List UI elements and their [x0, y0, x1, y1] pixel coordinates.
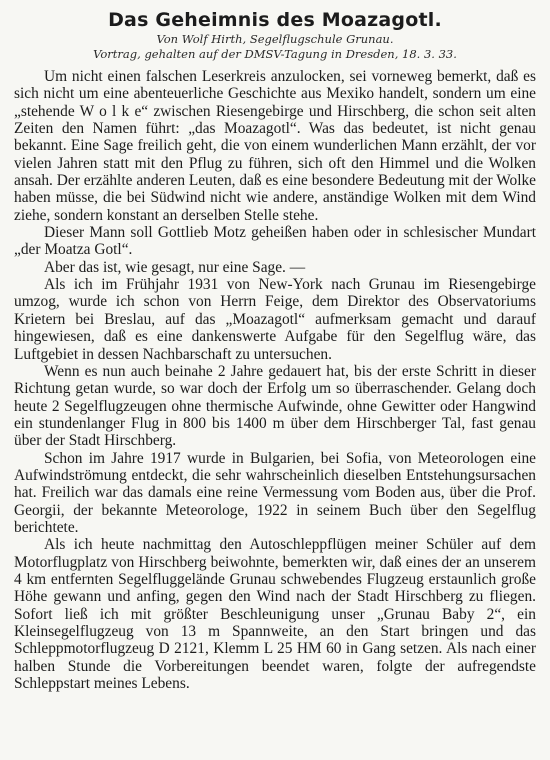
author-line: Von Wolf Hirth, Segelflugschule Grunau. — [156, 32, 394, 46]
paragraph: Als ich heute nachmittag den Autoschleppflügen meiner Schüler auf dem Motorflugplatz von Hirschberg beiwohnte, bemerkten wir, daß eines der an unserem 4 km entfernten Segelfluggelände Grunau schwebendes Flugzeug erstaunlich große Höhe gewann und anfing, gegen den Wind nach der Stadt Hirschberg zu fliegen. Sofort ließ ich mit größter Beschleunigung unser „Grunau Baby 2“, ein Kleinsegelflugzeug von 13 m Spannweite, an den Start bringen und das Schleppmotorflugzeug D 2121, Klemm L 25 HM 60 in Gang setzen. Als nach einer halben Stunde die Vorbereitungen beendet waren, folgte der aufregendste Schleppstart meines Lebens. — [14, 536, 536, 693]
paragraph: Aber das ist, wie gesagt, nur eine Sage. — — [44, 258, 306, 276]
paragraph: Dieser Mann soll Gottlieb Motz geheißen haben oder in schlesischer Mundart „der Moatza Gotl“. — [14, 224, 536, 259]
lecture-line: Vortrag, gehalten auf der DMSV-Tagung in Dresden, 18. 3. 33. — [93, 47, 457, 61]
paragraph: Als ich im Frühjahr 1931 von New-York nach Grunau im Riesengebirge umzog, wurde ich schon von Herrn Feige, dem Direktor des Observatoriums Krietern bei Breslau, auf das „Moazagotl“ aufmerksam gemacht und darauf hingewiesen, daß es eine dankenswerte Aufgabe für den Segelflug wäre, das Luftgebiet in dessen Nachbarschaft zu untersuchen. — [14, 276, 536, 363]
article-body — [14, 68, 536, 692]
paragraph: Schon im Jahre 1917 wurde in Bulgarien, bei Sofia, von Meteorologen eine Aufwindströmung entdeckt, die sehr wahrscheinlich dieselben Entstehungsursachen hat. Freilich war das damals eine reine Vermessung vom Boden aus, über die Prof. Georgii, der bekannte Meteorologe, 1922 in seinem Buch über den Segelflug berichtete. — [14, 449, 536, 536]
paragraph: Um nicht einen falschen Leserkreis anzulocken, sei vorneweg bemerkt, daß es sich nicht um eine abenteuerliche Geschichte aus Mexiko handelt, sondern um eine „stehende W o l k e“ zwischen Riesengebirge und Hirschberg, die schon seit alten Zeiten den Namen führt: „das Moazagotl“. Was das bedeutet, ist nicht genau bekannt. Eine Sage freilich geht, die von einem wunderlichen Mann erzählt, der vor vielen Jahren statt mit den Pflug zu führen, sich oft den Himmel und die Wolken ansah. Der erzählte anderen Leuten, daß es eine besondere Bedeutung mit der Wolke haben müsse, die bei Südwind nicht wie andere, anständige Wolken mit dem Wind ziehe, sondern konstant an derselben Stelle stehe. — [14, 68, 536, 224]
article-title: Das Geheimnis des Moazagotl. — [108, 9, 442, 31]
paragraph: Wenn es nun auch beinahe 2 Jahre gedauert hat, bis der erste Schritt in dieser Richtung getan wurde, so war doch der Erfolg um so überraschender. Gelang doch heute 2 Segelflugzeugen ohne thermische Aufwinde, ohne Gewitter oder Hangwind ein stundenlanger Flug in 800 bis 1400 m über dem Hirschberger Tal, fast genau über der Stadt Hirschberg. — [14, 362, 536, 450]
